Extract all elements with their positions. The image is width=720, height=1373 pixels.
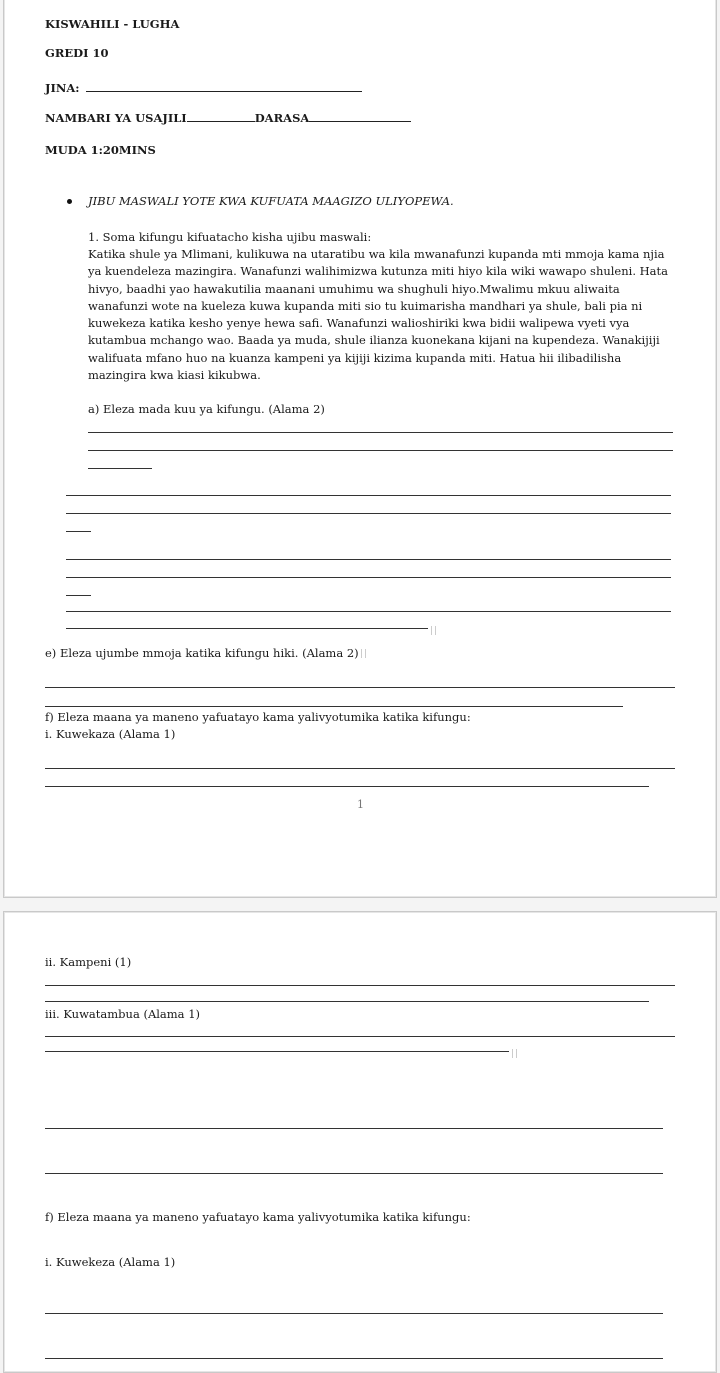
answer-line[interactable]: [88, 468, 152, 469]
question-f-ii: ii. Kampeni (1): [45, 955, 132, 969]
question-e-text: e) Eleza ujumbe mmoja katika kifungu hiki. (Alama 2): [45, 646, 359, 660]
page-2: [3, 911, 717, 1373]
answer-line[interactable]: [45, 1001, 649, 1002]
answer-line[interactable]: [66, 559, 671, 560]
answer-line[interactable]: [45, 1173, 663, 1174]
answer-line[interactable]: [45, 1036, 675, 1037]
answer-line[interactable]: [45, 1128, 663, 1129]
answer-line[interactable]: [66, 628, 428, 629]
answer-line[interactable]: [45, 706, 623, 707]
answer-line[interactable]: [45, 687, 675, 688]
name-blank[interactable]: [86, 90, 362, 92]
answer-line[interactable]: [88, 450, 673, 451]
bullet-icon: [67, 199, 72, 204]
page-number: 1: [357, 798, 364, 811]
answer-line[interactable]: [66, 495, 671, 496]
answer-line[interactable]: [45, 1313, 663, 1314]
registration-row: [45, 111, 411, 125]
text-cursor-icon: [510, 1042, 517, 1061]
time-heading: MUDA 1:20MINS: [45, 143, 156, 157]
registration-label: NAMBARI YA USAJILI: [45, 111, 187, 125]
answer-line[interactable]: [66, 513, 671, 514]
answer-line[interactable]: [45, 1051, 509, 1052]
answer-line[interactable]: [45, 1358, 663, 1359]
question-f-i-repeat: i. Kuwekeza (Alama 1): [45, 1255, 176, 1269]
class-label: DARASA: [254, 111, 310, 125]
question-a: a) Eleza mada kuu ya kifungu. (Alama 2): [88, 402, 325, 416]
name-field-row: [45, 81, 362, 95]
answer-line[interactable]: [66, 595, 91, 596]
class-blank[interactable]: [309, 120, 411, 122]
answer-line[interactable]: [66, 577, 671, 578]
answer-line[interactable]: [88, 432, 673, 433]
question-e: [45, 646, 366, 660]
answer-line[interactable]: [45, 786, 649, 787]
text-cursor-icon: [361, 649, 366, 658]
name-label: JINA:: [45, 81, 80, 95]
answer-line[interactable]: [66, 611, 671, 612]
answer-line[interactable]: [66, 531, 91, 532]
question-f-iii: iii. Kuwatambua (Alama 1): [45, 1007, 200, 1021]
text-cursor-icon: [429, 619, 436, 638]
page-1: [3, 0, 717, 898]
question-1-prompt: 1. Soma kifungu kifuatacho kisha ujibu maswali:: [88, 230, 372, 244]
registration-blank[interactable]: [187, 120, 255, 122]
question-f-repeat: f) Eleza maana ya maneno yafuatayo kama yalivyotumika katika kifungu:: [45, 1210, 471, 1224]
question-f-i: i. Kuwekaza (Alama 1): [45, 727, 176, 741]
passage-text: Katika shule ya Mlimani, kulikuwa na utaratibu wa kila mwanafunzi kupanda mti mmoja kama njia ya kuendeleza mazingira. Wanafunzi walihimizwa kutunza miti hiyo kila wiki wawapo shuleni. Hata hivyo, baadhi yao hawakutilia maanani umuhimu wa shughuli hiyo.Mwalimu mkuu aliwaita wanafunzi wote na kueleza kuwa kupanda miti sio tu kuimarisha mandhari ya shule, bali pia ni kuwekeza katika kesho yenye hewa safi. Wanafunzi walioshiriki kwa bidii walipewa vyeti vya kutambua mchango wao. Baada ya muda, shule ilianza kuonekana kijani na kupendeza. Wanakijiji walifuata mfano huo na kuanza kampeni ya kijiji kizima kupanda miti. Hatua hii ilibadilisha mazingira kwa kiasi kikubwa.: [88, 247, 668, 383]
instruction-text: JIBU MASWALI YOTE KWA KUFUATA MAAGIZO ULIYOPEWA.: [88, 194, 454, 208]
answer-line[interactable]: [45, 985, 675, 986]
question-f: f) Eleza maana ya maneno yafuatayo kama yalivyotumika katika kifungu:: [45, 710, 471, 724]
subject-heading: KISWAHILI - LUGHA: [45, 17, 180, 31]
answer-line[interactable]: [45, 768, 675, 769]
grade-heading: GREDI 10: [45, 46, 109, 60]
